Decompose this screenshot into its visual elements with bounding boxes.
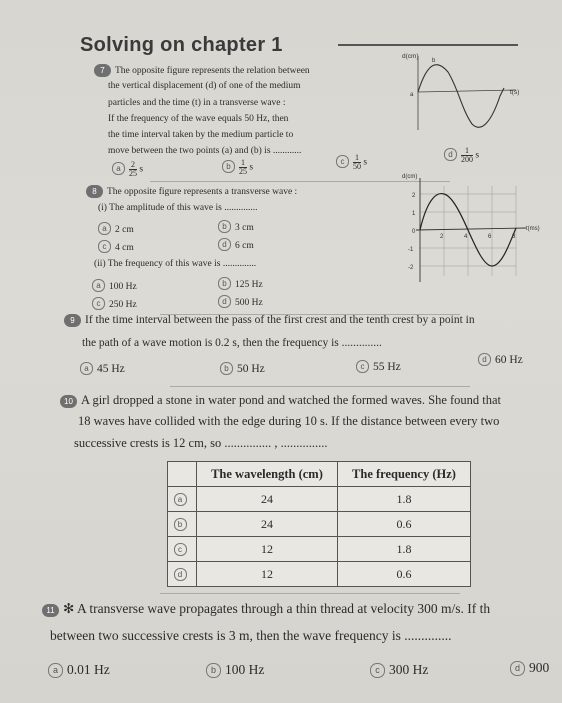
q8-xtick: 8 xyxy=(512,234,516,240)
q7-wave-graph xyxy=(392,50,532,135)
q8-p1-option-c[interactable]: c 4 cm xyxy=(98,240,134,253)
q7-option-d[interactable]: d $\frac{1}{200}$ s xyxy=(444,147,479,164)
title-rule xyxy=(338,44,518,46)
wavelength-cell: 24 xyxy=(197,487,338,512)
q8-number: 8 xyxy=(86,185,103,198)
q9-option-b[interactable]: b 50 Hz xyxy=(220,362,265,375)
q9-option-c[interactable]: c 55 Hz xyxy=(356,360,401,373)
q8-p1-option-b[interactable]: b 3 cm xyxy=(218,220,254,233)
q8-ytick: -1 xyxy=(408,247,414,253)
q8-part1: (i) The amplitude of this wave is .............. xyxy=(98,203,258,213)
q9-line-2: the path of a wave motion is 0.2 s, then the frequency is .............. xyxy=(82,337,382,349)
divider xyxy=(160,593,460,594)
q7-line-6: move between the two points (a) and (b) is ............ xyxy=(108,146,302,156)
q10-line-2: 18 waves have collided with the edge during 10 s. If the distance between every two xyxy=(78,414,500,428)
q7-line-2: the vertical displacement (d) of one of the medium xyxy=(108,81,301,91)
q8-xtick: 4 xyxy=(464,234,468,240)
option-letter: b xyxy=(174,518,187,531)
q11-option-c[interactable]: c 300 Hz xyxy=(370,662,428,678)
q8-x-label: t(ms) xyxy=(526,226,540,232)
q8-intro: 8 The opposite figure represents a transverse wave : xyxy=(86,185,297,198)
wavelength-cell: 24 xyxy=(197,512,338,537)
q7-wave-curve xyxy=(418,65,504,128)
q11-line-2: between two successive crests is 3 m, then the wave frequency is .............. xyxy=(50,628,452,643)
q11-option-d[interactable]: d 900 xyxy=(510,660,549,676)
q8-ytick: 2 xyxy=(412,193,416,199)
q10-number: 10 xyxy=(60,395,77,408)
q11-option-b[interactable]: b 100 Hz xyxy=(206,662,264,678)
table-row[interactable] xyxy=(168,537,471,562)
table-row[interactable] xyxy=(168,487,471,512)
q8-xtick: 2 xyxy=(440,234,444,240)
header-wavelength: The wavelength (cm) xyxy=(197,462,338,487)
q7-x-axis xyxy=(418,90,516,92)
q10-line-3: successive crests is 12 cm, so ............... , ............... xyxy=(74,436,328,450)
q9-option-a[interactable]: a 45 Hz xyxy=(80,362,125,375)
q9-line-1: 9 If the time interval between the pass of the first crest and the tenth crest by a point in xyxy=(64,314,475,327)
page-title: Solving on chapter 1 xyxy=(80,34,283,56)
header-frequency: The frequency (Hz) xyxy=(338,462,471,487)
q7-line-5: the time interval taken by the medium particle to xyxy=(108,130,294,140)
frequency-cell: 0.6 xyxy=(338,562,471,587)
q7-option-a[interactable]: a $\frac{2}{25}$ s xyxy=(112,161,143,178)
q9-number: 9 xyxy=(64,314,81,327)
q8-ytick: 0 xyxy=(412,229,416,235)
wavelength-cell: 12 xyxy=(197,537,338,562)
q8-ytick: -2 xyxy=(408,265,414,271)
frequency-cell: 1.8 xyxy=(338,537,471,562)
q8-xtick: 6 xyxy=(488,234,492,240)
q7-number: 7 xyxy=(94,64,111,77)
q7-line-1: 7 The opposite figure represents the relation between xyxy=(94,64,310,77)
q9-option-d[interactable]: d 60 Hz xyxy=(478,353,523,366)
q7-point-b-label: b xyxy=(432,58,436,64)
q8-x-axis xyxy=(416,228,526,230)
q7-x-label: t(s) xyxy=(510,89,520,96)
frequency-cell: 1.8 xyxy=(338,487,471,512)
frequency-cell: 0.6 xyxy=(338,512,471,537)
wavelength-cell: 12 xyxy=(197,562,338,587)
table-row[interactable] xyxy=(168,512,471,537)
table-header-row xyxy=(168,462,471,487)
q10-answer-table xyxy=(167,461,471,587)
q8-p2-option-a[interactable]: a 100 Hz xyxy=(92,279,137,292)
option-letter: d xyxy=(174,568,187,581)
q8-part2: (ii) The frequency of this wave is .............. xyxy=(94,259,257,269)
table-row[interactable] xyxy=(168,562,471,587)
q8-p2-option-b[interactable]: b 125 Hz xyxy=(218,277,263,290)
q8-ytick: 1 xyxy=(412,211,416,217)
q7-point-a-label: a xyxy=(410,92,414,98)
option-letter: a xyxy=(174,493,187,506)
q7-option-c[interactable]: c $\frac{1}{50}$ s xyxy=(336,154,367,171)
q7-option-b[interactable]: b $\frac{1}{25}$ s xyxy=(222,159,253,176)
option-letter: c xyxy=(174,543,187,556)
q8-y-label: d(cm) xyxy=(402,174,418,180)
q8-p1-option-d[interactable]: d 6 cm xyxy=(218,238,254,251)
q8-p2-option-c[interactable]: c 250 Hz xyxy=(92,297,137,310)
star-icon: ✻ xyxy=(63,601,75,616)
divider xyxy=(170,386,470,387)
q11-option-a[interactable]: a 0.01 Hz xyxy=(48,662,110,678)
q7-line-3: particles and the time (t) in a transverse wave : xyxy=(108,98,286,108)
q7-line-4: If the frequency of the wave equals 50 Hz, then xyxy=(108,114,289,124)
q11-line-1: 11 ✻ A transverse wave propagates through a thin thread at velocity 300 m/s. If th xyxy=(42,601,490,617)
q7-y-label: d(cm) xyxy=(402,53,419,60)
q8-p2-option-d[interactable]: d 500 Hz xyxy=(218,295,263,308)
q8-p1-option-a[interactable]: a 2 cm xyxy=(98,222,134,235)
q10-line-1: 10 A girl dropped a stone in water pond and watched the formed waves. She found that xyxy=(60,393,501,408)
q8-wave-graph xyxy=(398,172,548,290)
q11-number: 11 xyxy=(42,604,59,617)
